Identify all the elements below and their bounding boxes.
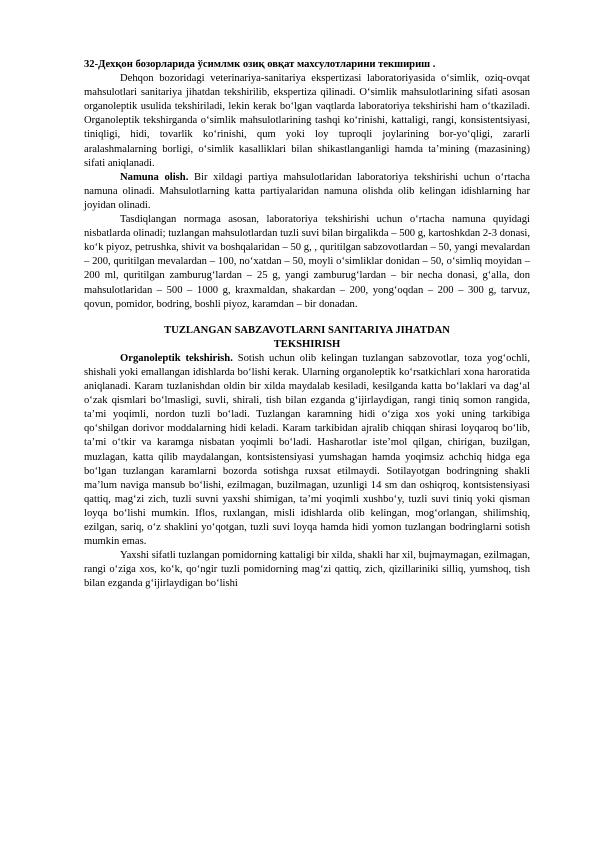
document-heading: 32-Дехқон бозорларида ўсимлмк озиқ овқат махсулотларини текшириш . xyxy=(84,59,436,70)
paragraph-sampling-text: Bir xildagi partiya mahsulotlaridan laboratoriya tekshirishi uchun oʻrtacha namuna olinadi. Mahsulotlarning katta partiyalaridan namuna olishda olib kelingan idishlarning har joyidan olinadi. xyxy=(84,171,530,211)
paragraph-sample-norms xyxy=(84,213,530,312)
paragraph-sampling xyxy=(84,171,530,213)
section-title-line-2: TEKSHIRISH xyxy=(273,338,341,350)
paragraph-intro-text: Dehqon bozoridagi veterinariya-sanitariya ekspertizasi laboratoriyasida oʻsimlik, oziq-ovqat mahsulotlari sanitariya jihatdan tekshirilib, ekspertiza qilinadi. Oʻsimlik mahsulotlarining sifati asosan organoleptik usulida tekshiriladi, lekin kerak boʻlgan vaqtlarda laboratoriya tekshirishi ham oʻtkaziladi. Organoleptik tekshirganda oʻsimlik mahsulotlarining tashqi koʻrinishi, kattaligi, rangi, konsistentsiyasi, tiniqligi, hidi, tovarlik koʻrinishi, qum yoki loy tuproqli joylarining bor-yoʻqligi, zararli aralashmalarning borligi, oʻsimlik kasalliklari bilan shikastlanganligi hamda taʼmining (mazasining) sifati aniqlanadi. xyxy=(84,73,530,169)
paragraph-organoleptic-text: Sotish uchun olib kelingan tuzlangan sabzovotlar, toza yogʻochli, shishali yoki emallangan idishlarda boʻlishi kerak. Ularning organoleptik koʻrsatkichlari xona haroratida aniqlanadi. Karam tuzlanishdan oldin bir xilda maydalab kesiladi, kesilganda katta boʻlaklari va dagʻal oʻzak qismlari boʻlmasligi, suvli, shirali, tish bilan ezganda gʻijirlaydigan, rangi tiniq somon rangida, taʼmi yoqimli, nordon tuzli boʻladi. Tuzlangan karamning hidi oʻziga xos yoki uning tarkibiga qoʻshilgan dorivor moddalarning hidi keladi. Karam tarkibidan ajralib chiqqan shirasi loyqaroq boʻlib, taʼmi oʻtkir va karamga nisbatan yoqimli boʻladi. Hasharotlar isteʼmol qilgan, chirigan, buzilgan, muzlagan, katta qilib maydalangan, kontsistensiyasi yumshagan hamda yoqimsiz achchiq hidga ega boʻlgan tuzlangan karamlarni bozorda sotishga ruxsat etilmaydi. Sotilayotgan bodringning shakli maʼlum naviga mansub boʻlishi, ezilmagan, buzilmagan, uzunligi 14 sm dan oshiqroq, kontsistensiyasi qattiq, magʻzi zich, tuzli suvni yaxshi shimigan, taʼmi yoqimli xushboʻy, tuzli suvi tiniq yoki qisman loyqa boʻlishi mumkin. Iflos, ruxlangan, misli idishlarda olib kelingan, mogʻorlangan, shilimshiq, ezilgan, sariq, oʻz shaklini yoʻqotgan, tuzli suvi loyqa hamda hidi yomon tuzlangan bodringlarni sotish mumkin emas. xyxy=(84,352,530,548)
section-title-line-1: TUZLANGAN SABZAVOTLARNI SANITARIYA JIHATDAN xyxy=(164,324,450,336)
paragraph-intro xyxy=(84,72,530,171)
paragraph-sampling-lead: Namuna olish. xyxy=(120,171,189,183)
paragraph-tomatoes xyxy=(84,549,530,591)
paragraph-organoleptic-lead: Organoleptik tekshirish. xyxy=(120,352,233,364)
section-title xyxy=(84,324,530,352)
paragraph-organoleptic xyxy=(84,352,530,549)
paragraph-tomatoes-text: Yaxshi sifatli tuzlangan pomidorning kattaligi bir xilda, shakli har xil, bujmaymagan, ezilmagan, rangi oʻziga xos, koʻk, qoʻngir tuzli pomidorning magʻzi qattiq, zich, qizillariniki silliq, yumshoq, tish bilan ezganda gʻijirlaydigan boʻlishi xyxy=(84,550,530,590)
document-page xyxy=(84,58,530,591)
paragraph-sample-norms-text: Tasdiqlangan normaga asosan, laboratoriya tekshirishi uchun oʻrtacha namuna quyidagi nisbatlarda olinadi; tuzlangan mahsulotlardan tuzli suvi bilan birgalikda – 500 g, kartoshkdan 2-3 donasi, koʻk piyoz, petrushka, shivit va boshqalaridan – 50 g, , quritilgan sabzovotlardan – 50, yangi mevalardan – 200, quritilgan mevalardan – 100, noʻxatdan – 50, moyli oʻsimliklar donidan – 50, oʻsimliq moyidan – 200 ml, quritilgan zamburugʻlardan – 25 g, yangi zamburugʻlardan – bir necha donasi, gʻalla, don mahsulotlaridan – 500 – 1000 g, kraxmaldan, shakardan – 200, yongʻoqdan – 200 – 300 g, tarvuz, qovun, pomidor, bodring, boshli piyoz, karamdan – bir donadan. xyxy=(84,214,530,310)
